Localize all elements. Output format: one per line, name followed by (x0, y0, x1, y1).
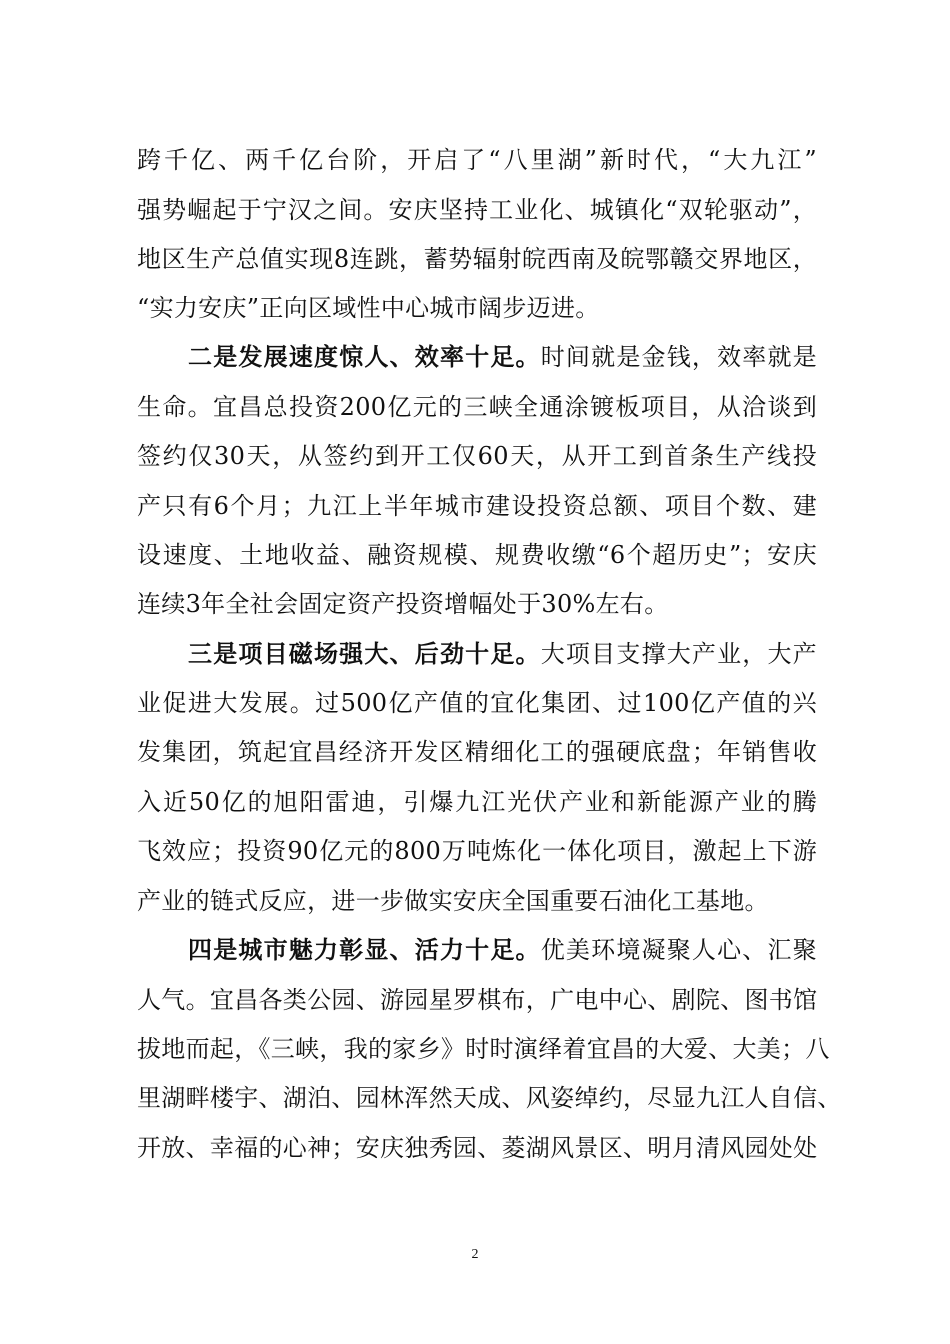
text-line: 发集团，筑起宜昌经济开发区精细化工的强硬底盘；年销售收 (137, 738, 817, 766)
text-line: 签约仅30天，从签约到开工仅60天，从开工到首条生产线投 (137, 442, 817, 470)
text-line: 产业的链式反应，进一步做实安庆全国重要石油化工基地。 (137, 887, 769, 915)
paragraph-text: 优美环境凝聚人心、汇聚 (540, 936, 817, 964)
text-line: “实力安庆”正向区域性中心城市阔步迈进。 (137, 294, 600, 322)
paragraph-first-line (188, 636, 817, 672)
paragraph-first-line (188, 932, 817, 968)
text-line: 生命。宜昌总投资200亿元的三峡全通涂镀板项目，从洽谈到 (137, 393, 817, 421)
paragraph-heading: 四是城市魅力彰显、活力十足。 (188, 935, 541, 964)
text-line: 拔地而起，《三峡，我的家乡》时时演绎着宜昌的大爱、大美；八 (137, 1035, 830, 1063)
text-line: 产只有6个月；九江上半年城市建设投资总额、项目个数、建 (137, 492, 817, 520)
paragraph-heading: 三是项目磁场强大、后劲十足。 (188, 639, 541, 668)
paragraph-text: 大项目支撑大产业，大产 (540, 640, 817, 668)
text-line: 人气。宜昌各类公园、游园星罗棋布，广电中心、剧院、图书馆 (137, 986, 818, 1014)
text-line: 地区生产总值实现8连跳，蓄势辐射皖西南及皖鄂赣交界地区， (137, 245, 817, 273)
text-line: 开放、幸福的心神；安庆独秀园、菱湖风景区、明月清风园处处 (137, 1134, 818, 1162)
text-line: 设速度、土地收益、融资规模、规费收缴“6个超历史”；安庆 (137, 541, 817, 569)
text-line: 入近50亿的旭阳雷迪，引爆九江光伏产业和新能源产业的腾 (137, 788, 817, 816)
text-line: 连续3年全社会固定资产投资增幅处于30%左右。 (137, 590, 669, 618)
paragraph-text: 时间就是金钱，效率就是 (540, 343, 817, 371)
paragraph-first-line (188, 339, 817, 375)
text-line: 里湖畔楼宇、湖泊、园林浑然天成、风姿绰约，尽显九江人自信、 (137, 1084, 842, 1112)
paragraph-heading: 二是发展速度惊人、效率十足。 (188, 342, 541, 371)
text-line: 跨千亿、两千亿台阶，开启了“八里湖”新时代，“大九江” (137, 146, 817, 174)
text-line: 业促进大发展。过500亿产值的宜化集团、过100亿产值的兴 (137, 689, 817, 717)
text-line: 飞效应；投资90亿元的800万吨炼化一体化项目，激起上下游 (137, 837, 817, 865)
page-number: 2 (471, 1247, 479, 1262)
text-line: 强势崛起于宁汉之间。安庆坚持工业化、城镇化“双轮驱动”， (137, 196, 817, 224)
